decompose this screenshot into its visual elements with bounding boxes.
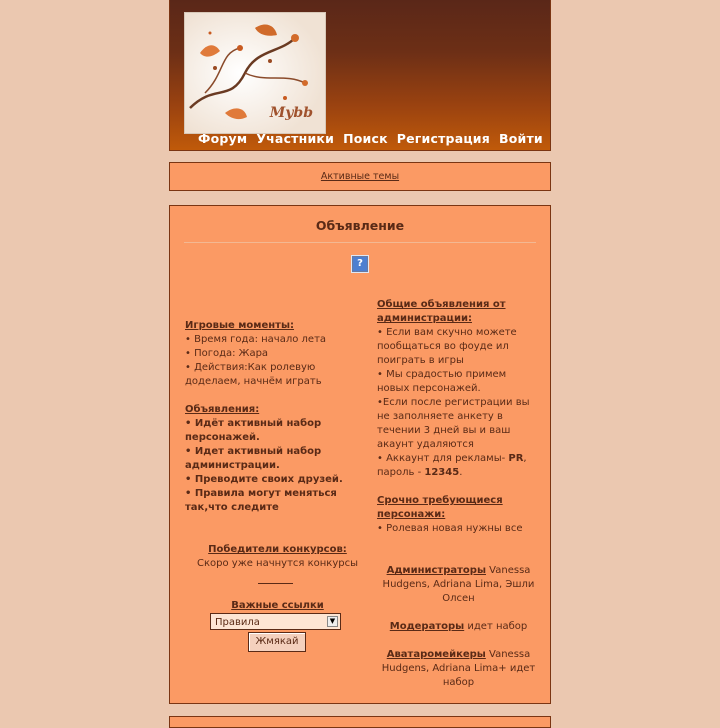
links-select[interactable] xyxy=(210,613,341,630)
question-icon[interactable]: ? xyxy=(352,256,368,272)
game-moment-line: • Время года: начало лета xyxy=(185,334,327,345)
go-button[interactable]: Жмякай xyxy=(248,632,306,652)
left-column xyxy=(185,319,350,515)
main-nav xyxy=(198,131,543,149)
contests-block xyxy=(185,543,370,571)
links-heading-block xyxy=(185,599,370,613)
announcement-line: • Правила могут меняться так,что следите xyxy=(185,488,337,513)
forum-header xyxy=(169,0,551,151)
nav-forum[interactable]: Форум xyxy=(198,131,248,146)
game-moment-line: • Действия:Как ролевую доделаем, начнём играть xyxy=(185,362,322,387)
logo-text: Mybb xyxy=(269,105,313,121)
announcement-panel xyxy=(169,205,551,704)
links-select-value: Правила xyxy=(215,617,260,628)
admin-line: • Мы срадостью примем новых персонажей. xyxy=(377,369,507,394)
game-moment-line: • Погода: Жара xyxy=(185,348,269,359)
nav-login[interactable]: Войти xyxy=(498,131,543,146)
active-topics-bar xyxy=(169,162,551,191)
right-column xyxy=(377,298,537,536)
admin-line: •Если после регистрации вы не заполняете анкету в течении 3 дней вы и ваш акаунт удаляются xyxy=(377,397,530,450)
announcement-line: • Идет активный набор администрации. xyxy=(185,446,322,471)
moderators-link[interactable]: Модераторы xyxy=(389,621,465,632)
admins-names: Vanessa Hudgens, Adriana Lima, Эшли Олсен xyxy=(382,565,535,604)
admins-link[interactable]: Администраторы xyxy=(386,565,486,576)
next-panel-edge xyxy=(169,716,551,728)
nav-search[interactable]: Поиск xyxy=(343,131,388,146)
admin-line: • Если вам скучно можете пообщаться во фоуде ил поиграть в игры xyxy=(377,327,517,366)
announcement-title: Объявление xyxy=(315,218,405,233)
game-moments-heading: Игровые моменты: xyxy=(185,320,295,331)
avatarmakers-text: Vanessa Hudgens, Adriana Lima+ идет набор xyxy=(381,649,536,688)
admins-block xyxy=(377,564,540,606)
announcements-heading: Объявления: xyxy=(185,404,260,415)
ads-login: PR xyxy=(508,453,524,464)
avatarmakers-link[interactable]: Аватаромейкеры xyxy=(386,649,486,660)
moderators-block xyxy=(377,620,540,634)
nav-members[interactable]: Участники xyxy=(256,131,335,146)
contests-heading: Победители конкурсов: xyxy=(208,544,347,555)
announcement-line: • Преводите своих друзей. xyxy=(185,474,343,485)
avatarmakers-block xyxy=(377,648,540,690)
ads-password: 12345 xyxy=(424,467,460,478)
title-divider xyxy=(184,242,536,243)
urgent-text: • Ролевая новая нужны все xyxy=(377,523,523,534)
moderators-text: идет набор xyxy=(464,621,528,632)
nav-register[interactable]: Регистрация xyxy=(396,131,490,146)
announcement-line: • Идёт активный набор персонажей. xyxy=(185,418,322,443)
active-topics-link[interactable]: Активные темы xyxy=(320,171,400,182)
ads-account-line: • Аккаунт для рекламы- PR, пароль - 12345. xyxy=(377,453,527,478)
urgent-heading: Срочно требующиеся персонажи: xyxy=(377,495,503,520)
contests-text: Скоро уже начнутся конкурсы xyxy=(197,558,358,569)
forum-logo[interactable] xyxy=(184,12,326,134)
contests-separator xyxy=(258,583,293,584)
dropdown-arrow-icon[interactable]: ▼ xyxy=(327,616,338,627)
admin-general-heading: Общие объявления от администрации: xyxy=(377,299,506,324)
important-links-heading: Важные ссылки xyxy=(231,600,324,611)
